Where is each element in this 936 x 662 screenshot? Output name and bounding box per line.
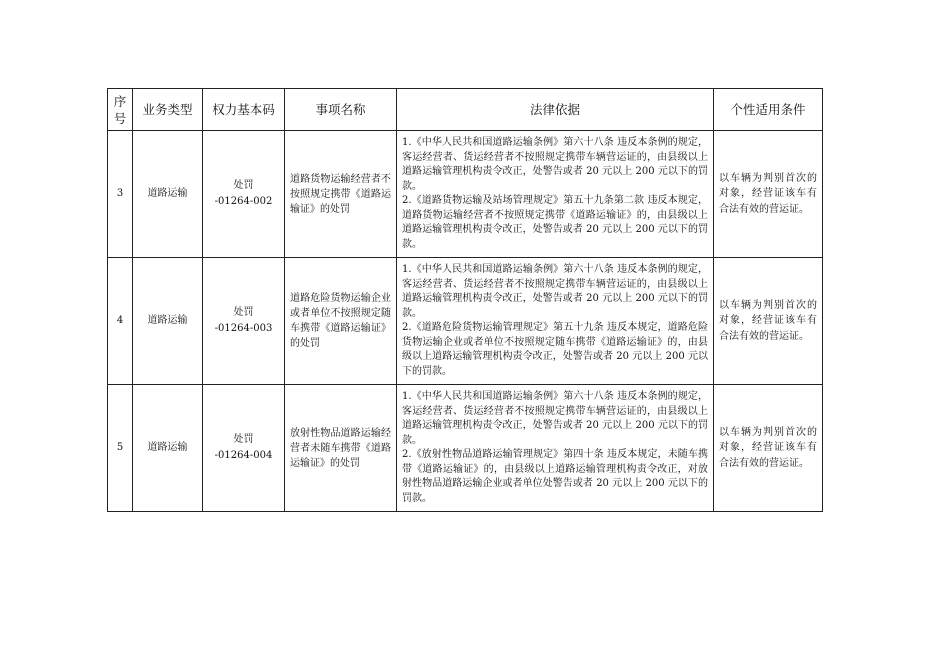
cell-type: 道路运输 bbox=[133, 131, 203, 258]
cell-code bbox=[203, 385, 285, 512]
basis-item-2: 2.《放射性物品道路运输管理规定》第四十条 违反本规定，未随车携带《道路运输证》的，由县级以上道路运输管理机构责令改正，对放射性物品道路运输企业或者单位处警告或者 20 元以上 200 元以下的罚款。 bbox=[402, 449, 708, 504]
cell-basis bbox=[397, 385, 714, 512]
cell-no: 5 bbox=[108, 385, 133, 512]
cell-code bbox=[203, 131, 285, 258]
cell-name: 道路危险货物运输企业或者单位不按照规定随车携带《道路运输证》的处罚 bbox=[285, 258, 397, 385]
table-row bbox=[108, 385, 823, 512]
basis-item-1: 1.《中华人民共和国道路运输条例》第六十八条 违反本条例的规定，客运经营者、货运经营者不按照规定携带车辆营运证的，由县级以上道路运输管理机构责令改正，处警告或者 20 元以上 200 元以下的罚款。 bbox=[402, 137, 708, 192]
header-no: 序号 bbox=[108, 89, 133, 131]
cell-type: 道路运输 bbox=[133, 385, 203, 512]
cell-basis bbox=[397, 131, 714, 258]
cell-condition: 以车辆为判别首次的对象，经营证该车有合法有效的营运证。 bbox=[714, 131, 823, 258]
code-line-2: -01264-004 bbox=[214, 450, 273, 461]
header-type: 业务类型 bbox=[133, 89, 203, 131]
header-name: 事项名称 bbox=[285, 89, 397, 131]
code-line-1: 处罚 bbox=[233, 180, 254, 191]
table-row bbox=[108, 131, 823, 258]
basis-item-2: 2.《道路货物运输及站场管理规定》第五十九条第二款 违反本规定，道路货物运输经营者不按照规定携带《道路运输证》的，由县级以上道路运输管理机构责令改正，处警告或者 20 元以上 200 元以下的罚款。 bbox=[402, 195, 708, 250]
code-line-2: -01264-002 bbox=[214, 196, 273, 207]
cell-name: 放射性物品道路运输经营者未随车携带《道路运输证》的处罚 bbox=[285, 385, 397, 512]
cell-condition: 以车辆为判别首次的对象，经营证该车有合法有效的营运证。 bbox=[714, 258, 823, 385]
header-condition: 个性适用条件 bbox=[714, 89, 823, 131]
cell-code bbox=[203, 258, 285, 385]
header-basis: 法律依据 bbox=[397, 89, 714, 131]
header-code: 权力基本码 bbox=[203, 89, 285, 131]
cell-basis bbox=[397, 258, 714, 385]
code-line-1: 处罚 bbox=[233, 434, 254, 445]
basis-item-2: 2.《道路危险货物运输管理规定》第五十九条 违反本规定，道路危险货物运输企业或者单位不按照规定随车携带《道路运输证》的，由县级以上道路运输管理机构责令改正，处警告或者 20 元以上 200 元以下的罚款。 bbox=[402, 322, 708, 377]
cell-condition: 以车辆为判别首次的对象，经营证该车有合法有效的营运证。 bbox=[714, 385, 823, 512]
table-header-row bbox=[108, 89, 823, 131]
basis-item-1: 1.《中华人民共和国道路运输条例》第六十八条 违反本条例的规定，客运经营者、货运经营者不按照规定携带车辆营运证的，由县级以上道路运输管理机构责令改正，处警告或者 20 元以上 200 元以下的罚款。 bbox=[402, 391, 708, 446]
cell-no: 4 bbox=[108, 258, 133, 385]
code-line-1: 处罚 bbox=[233, 307, 254, 318]
cell-type: 道路运输 bbox=[133, 258, 203, 385]
code-line-2: -01264-003 bbox=[214, 323, 273, 334]
table-row bbox=[108, 258, 823, 385]
cell-name: 道路货物运输经营者不按照规定携带《道路运输证》的处罚 bbox=[285, 131, 397, 258]
basis-item-1: 1.《中华人民共和国道路运输条例》第六十八条 违反本条例的规定，客运经营者、货运经营者不按照规定携带车辆营运证的，由县级以上道路运输管理机构责令改正，处警告或者 20 元以上 200 元以下的罚款。 bbox=[402, 264, 708, 319]
cell-no: 3 bbox=[108, 131, 133, 258]
penalty-table bbox=[107, 88, 823, 512]
